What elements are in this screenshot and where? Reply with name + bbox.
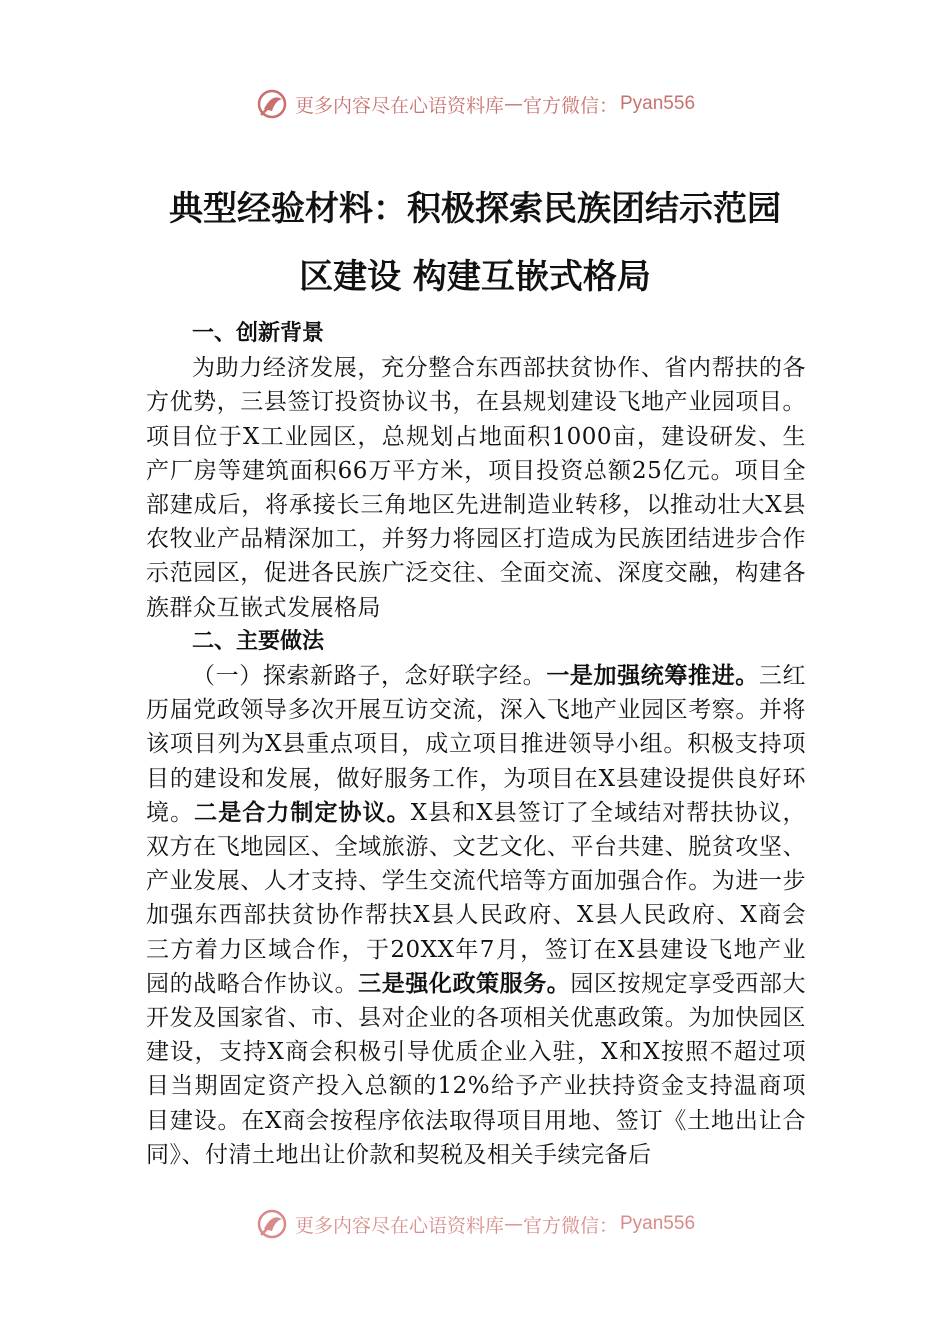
watermark-separator: — (503, 93, 523, 115)
watermark-account: Pyan556 (620, 1213, 696, 1234)
document-body (146, 317, 806, 1172)
point-3-title: 三是强化政策服务。 (358, 970, 571, 997)
watermark-brand: 更多内容尽在心语资料库 (294, 94, 504, 117)
watermark-label: 官方微信： (522, 94, 618, 117)
watermark-account: Pyan556 (620, 93, 696, 114)
document-title-line-1: 典型经验材料：积极探索民族团结示范园 (169, 189, 781, 229)
logo-icon (255, 87, 289, 121)
document-title-line-2: 区建设 构建互嵌式格局 (299, 257, 651, 297)
watermark-brand: 更多内容尽在心语资料库 (294, 1214, 504, 1237)
point-2-title: 二是合力制定协议。 (194, 799, 411, 826)
logo-icon (255, 1207, 289, 1241)
point-2-text: X县和X县签订了全域结对帮扶协议，双方在飞地园区、全域旅游、文艺文化、平台共建、脱贫攻坚、产业发展、人才支持、学生交流代培等方面加强合作。为进一步加强东西部扶贫协作帮扶X县人民政府、X县人民政府、X商会三方着力区域合作，于20XX年7月，签订在X县建设飞地产业园的战略合作协议。 (146, 799, 807, 997)
section-heading-background: 一、创新背景 (192, 321, 325, 346)
point-3-text: 园区按规定享受西部大开发及国家省、市、县对企业的各项相关优惠政策。为加快园区建设，支持X商会积极引导优质企业入驻，X和X按照不超过项目当期固定资产投入总额的12%给予产业扶持资金支持温商项目建设。在X商会按程序依法取得项目用地、签订《土地出让合同》、付清土地出让价款和契税及相关手续完备后 (146, 970, 807, 1168)
watermark-footer (0, 1204, 950, 1244)
background-paragraph: 为助力经济发展，充分整合东西部扶贫协作、省内帮扶的各方优势，三县签订投资协议书，在县规划建设飞地产业园项目。项目位于X工业园区，总规划占地面积1000亩，建设研发、生产厂房等建筑面积66万平方米，项目投资总额25亿元。项目全部建成后，将承接长三角地区先进制造业转移，以推动壮大X县农牧业产品精深加工，并努力将园区打造成为民族团结进步合作示范园区，促进各民族广泛交往、全面交流、深度交融，构建各族群众互嵌式发展格局 (146, 355, 806, 621)
point-1-title: 一是加强统筹推进。 (546, 663, 759, 690)
watermark-label: 官方微信： (522, 1214, 618, 1237)
watermark-separator: — (503, 1213, 523, 1235)
section-heading-practices: 二、主要做法 (192, 628, 325, 654)
subsection-intro: （一）探索新路子，念好联字经。 (192, 663, 547, 690)
point-1-text: 三红历届党政领导多次开展互访交流，深入飞地产业园区考察。并将该项目列为X县重点项目，成立项目推进领导小组。积极支持项目的建设和发展，做好服务工作，为项目在X县建设提供良好环境。 (146, 663, 807, 826)
practices-paragraph (146, 659, 806, 1172)
watermark-header (0, 84, 950, 124)
